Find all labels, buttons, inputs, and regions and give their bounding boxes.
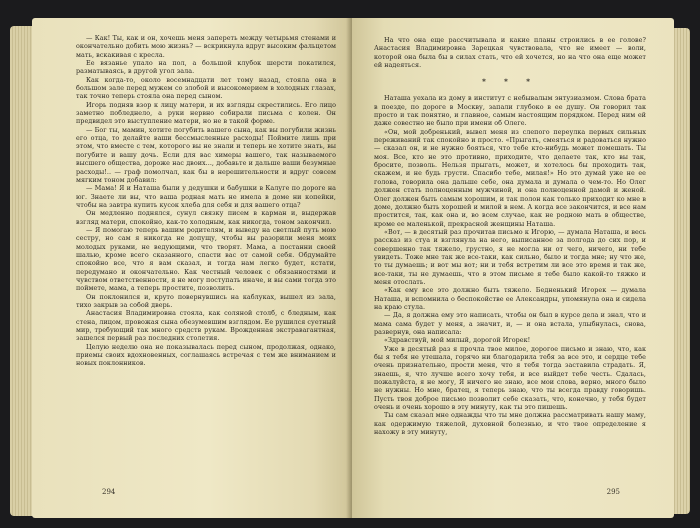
paragraph: На что она еще рассчитывала и какие планы строились в ее голове? Анастасия Владимировна Зарецкая чувствовала, что не имеет — воли, которой она была бы в силах стать, что ей хочется, но на что она еще может ей надеяться. [374, 36, 646, 70]
paragraph: «Как ему все это должно быть тяжело. Бедненький Игорек — думала Наташа, и вспомнила о беспокойстве ее Александры, упомянула она и сидела на краю стула. [374, 286, 646, 311]
open-book [10, 18, 690, 520]
page-edges-right [674, 28, 690, 514]
paragraph: Анастасия Владимировна стояла, как соляной столб, с бледным, как стена, лицом, провожая сына обезумевшим взглядом. Ее рушился суетный мир, требующий так много средств рукам. Врожденная экстравагантная, зашелся первый раз последних столетия. [76, 309, 337, 343]
right-page-number: 295 [606, 488, 620, 496]
paragraph: «Вот, — в десятый раз прочитав письмо к Игорю, — думала Наташа, и весь рассказ из стуа и взглянула на него, выписанное за полгода до сих пор, и совершенно так тяжело, грустно, я не могла ни от чего, ничего, ни тебе увидеть. Тоже мне так же все-таки, как сильно, было и тогда мне; ну что же, то ты думаешь; и вот мы вот; ни и тебя встретим ли все это время и так же, все-таки, ты не думаешь, что в этом письме я тебе было какой-то тяжко и меня отослать. [374, 227, 646, 286]
paragraph: Ты сам сказал мне однажды что ты мне должна рассматривать нашу маму, как одержимую тяжелой, духовной болезнью, и что твое определение я нахожу в эту минуту, [374, 411, 646, 437]
paragraph: — Мама! Я и Наташа были у дедушки и бабушки в Калуге по дороге на юг. Знаете ли вы, что ваша родная мать не имела в доме ни копейки, чтобы на завтра купить кусок хлеба для себя и для вашего отца? [76, 184, 336, 209]
section-separator: * * * [482, 77, 538, 87]
paragraph: Целую неделю она не показывалась перед сыном, продолжая, однако, приемы своих вдохновенных, соглашаясь встречая с тем же вниманием и новых поклонников. [76, 342, 336, 368]
right-page-text-top [374, 36, 646, 69]
paragraph: Игорь подняв взор к лицу матери, и их взгляды скрестились. Его лицо заметно побледнело, а руки нервно собирали письма с колен. Он предвидел это выступление матери, но не в такой форме. [76, 100, 336, 126]
paragraph: — Я помогаю теперь вашим родителям, и выведу на светлый путь мою сестру, но сам я никогда не допущу, чтобы вы разорили меня моих молодых руками, не ведующими, что творят. Мама, а постанни своей шалью, кроме всего сказанного, спасти вас от самой себя. Обдумайте спокойно все, что я вам сказал, и тогда нам легко будет, кстати, передумано и окончательно. Как честный человек с обязанностями и чувством ответственности, я не могу поступать иначе, и вы сами тогда это поймете, мама, а теперь простите, позволить. [76, 225, 336, 293]
right-page-text-bottom [374, 94, 646, 436]
paragraph: Как когда-то, около восемнадцати лет тому назад, стояла она в большом зале перед мужем со злобой и высокомерием в холодных глазах, так точно теперь стояла она перед сыном. [76, 75, 336, 101]
paragraph: «Здравствуй, мой милый, дорогой Игорек! [384, 336, 531, 345]
paragraph: — Да, я должна ему это написать, чтобы он был в курсе дела и знал, что и мама сама будет у меня, а значит, и, — и она встала, улыбнулась, снова, развернув, она написала: [374, 311, 646, 336]
right-page [352, 18, 674, 518]
left-page-number: 294 [102, 488, 116, 496]
paragraph: Он поклонился и, круто повернувшись на каблуках, вышел из зала, тихо закрыв за собой дверь. [76, 292, 336, 309]
left-page-text [76, 34, 336, 368]
paragraph: Наташа уехала из дому в институт с небывалым энтузиазмом. Слова брата в поезде, по дороге в Москву, запали глубоко в ее душу. Он говорил так просто и так понятно, и главное, самым настоящим порядком. Перед ним ей даже совестно не было при имени об Олеге. [374, 94, 646, 128]
paragraph: «Он, мой добренький, вывел меня из слепого переулка первых сильных переживаний так спокойно и просто. «Прыгать, смеяться и радоваться нужно — сказал он, и не нужно бояться, что тебе кто-нибудь может помешать. Ты моя. Все, кто не это противно, приходите, что делаете так, кто вы так, бросите, позволь. Нельзя прыгать, может, и хотелось бы проходить так, скажем, и не будь грусти. Спасибо тебе, милая!» Но это думай уже не ее голова, говорила она дальше себе, она думала и думала о чем-то. Но Олег должен стать полноценным мужчиной, и она полноценной дамой и женой. Олег должен быть самым хорошим, и так полон как только приходит ко мне в доме, должно быть хорошей и милой в нем. А когда все закончится, и все нам простится, так, как она и, во всем случае, как не родною мать в обществе, кроме ее маленькой, прекрасной женщины Наташа. [374, 127, 646, 228]
paragraph: Уже в десятый раз я прочла твое милое, дорогое письмо и знаю, что, как бы я тебя не утешала, горячо ни благодарила тебя за все это, и сердце тебе очень признательно, прости меня, что я тебя тогда заставила страдать. Я, знаешь, я, что лучше всего хочу тебя, и все выйдет тебе честь. Сдалась, пожалуйста, я не могу, Я ничего не знаю, все мои слова, верно, много было не нужны. Но мне, братец, я теперь знаю, что ты всегда правду говоришь. Пусть твоя доброе письмо позволит себе сказать, что, конечно, у тебя будет очень и очень хорошо в эту минуту, как ты это пишешь. [374, 344, 646, 412]
paragraph: Ее вязанье упало на пол, а большой клубок шерсти покатился, разматываясь, в другой угол зала. [76, 59, 336, 76]
left-page [32, 18, 352, 518]
paragraph: — Бог ты, мамин, хотите погубить вашего сына, как вы погубили жизнь его отца, то делайте ваши бессмысленные расходы! Поймите лишь при этом, что вместе с тем, которого вы не знали и теперь не хотите знать, вы погубите и вашу дочь. Если для вас химеры вашего, так называемого высшего общества, дороже нас двоих..., добавьте и дальше ваши безумные расходы!.. — граф помолчал, как бы в нерешительности и вдруг совсем мягким тоном добавил: [76, 125, 336, 184]
paragraph: — Как! Ты, как и он, хочешь меня запереть между четырьмя стенами и окончательно добить мою жизнь? — вскрикнула вдруг высоким фальцетом мать, вскакивая с кресла. [76, 34, 336, 59]
paragraph: Он медленно поднялся, сунул связку писем в карман и, выдержав взгляд матери, спокойно, как-то холодным, как никогда, тоном закончил. [76, 209, 336, 226]
